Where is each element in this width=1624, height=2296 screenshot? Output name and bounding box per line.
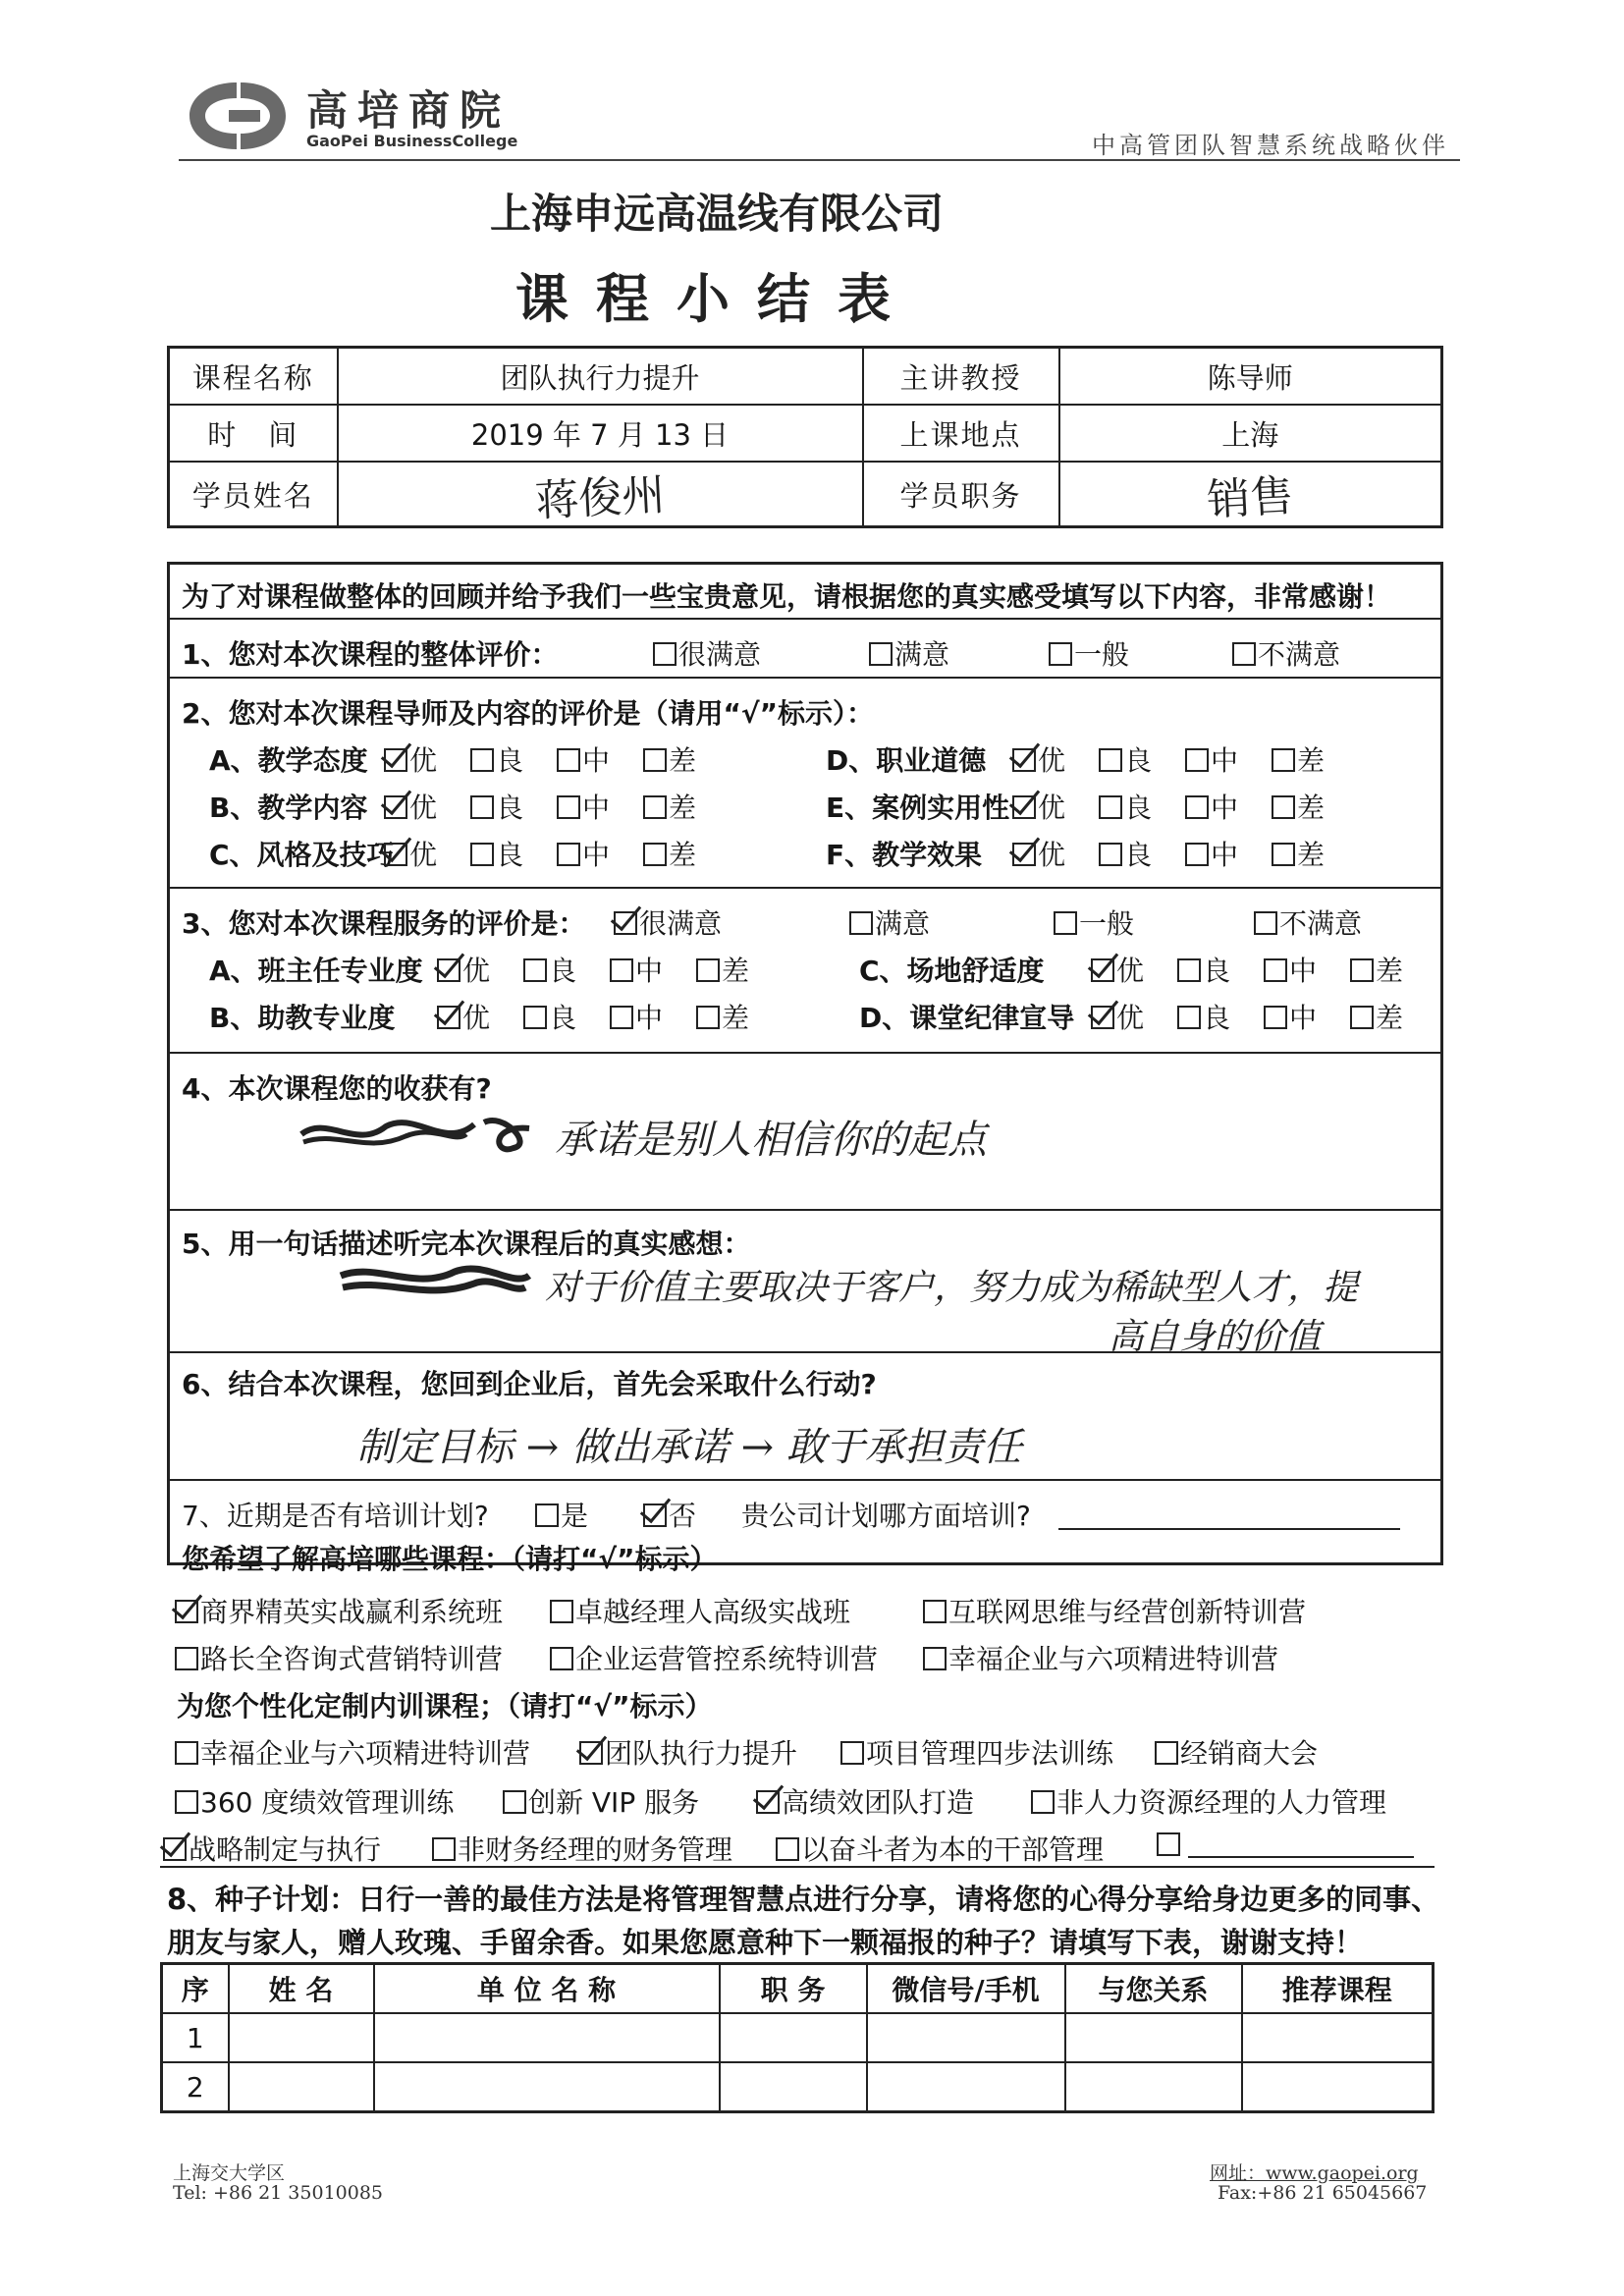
- checkbox[interactable]: [175, 1790, 198, 1814]
- course-option-label: 创新 VIP 服务: [528, 1786, 700, 1819]
- q2-question: 2、您对本次课程导师及内容的评价是（请用“√”标示）：: [182, 697, 874, 730]
- rating-option-label: 优: [1038, 839, 1066, 871]
- checkbox[interactable]: [175, 1741, 198, 1765]
- rating-item-label: B、教学内容: [209, 792, 368, 824]
- checkbox[interactable]: [1155, 1741, 1178, 1765]
- course-option[interactable]: [175, 1638, 503, 1677]
- q1-option-unsatisfied[interactable]: [1232, 633, 1340, 673]
- rating-option[interactable]: [1264, 997, 1317, 1036]
- rating-option[interactable]: [557, 739, 610, 779]
- rating-option-label: 中: [1211, 792, 1239, 824]
- q6-question: 6、结合本次课程，您回到企业后，首先会采取什么行动?: [182, 1368, 877, 1400]
- rating-option-label: 良: [1203, 955, 1231, 987]
- rating-option-label: 差: [1376, 955, 1404, 987]
- rating-option[interactable]: [1272, 787, 1325, 826]
- rating-option-label: 良: [1203, 1002, 1231, 1034]
- seed-cell[interactable]: [720, 2013, 867, 2062]
- rating-item-label: D、职业道德: [826, 744, 987, 777]
- teacher-label: 主讲教授: [863, 348, 1059, 406]
- course-option-label: 360 度绩效管理训练: [200, 1786, 455, 1819]
- checkbox[interactable]: [614, 911, 637, 935]
- survey-box: [167, 562, 1443, 1575]
- checkbox[interactable]: [1254, 911, 1277, 935]
- rating-option-label: 良: [496, 839, 524, 871]
- checkbox[interactable]: [1350, 1006, 1374, 1029]
- rating-option-label: 中: [1289, 1002, 1318, 1034]
- q1-option-label: 满意: [894, 638, 950, 671]
- rating-option-label: 差: [1297, 792, 1326, 824]
- rating-item-label: B、助教专业度: [209, 1002, 396, 1034]
- checkbox[interactable]: [610, 958, 633, 982]
- rating-item-label: D、课堂纪律宣导: [859, 1002, 1075, 1034]
- rating-item-label: C、风格及技巧: [209, 839, 395, 871]
- q6-answer-handwriting: 制定目标 → 做出承诺 → 敢于承担责任: [356, 1425, 1022, 1470]
- time-label: 时 间: [169, 405, 338, 462]
- q1-option-very-satisfied[interactable]: [653, 633, 761, 673]
- rating-option[interactable]: [643, 787, 696, 826]
- rating-option[interactable]: [1012, 739, 1065, 779]
- checkbox[interactable]: [696, 958, 720, 982]
- checkbox[interactable]: [776, 1837, 799, 1861]
- rating-option[interactable]: [1272, 739, 1325, 779]
- checkbox[interactable]: [557, 748, 580, 772]
- table-row: [162, 2062, 1434, 2112]
- course-option[interactable]: [175, 1781, 454, 1821]
- rating-option-label: 良: [1124, 792, 1153, 824]
- q4-question: 4、本次课程您的收获有?: [182, 1072, 492, 1105]
- seed-cell[interactable]: [1242, 2062, 1434, 2112]
- rating-option-label: 差: [722, 955, 750, 987]
- student-name-cell[interactable]: [338, 462, 863, 527]
- seed-cell[interactable]: [1065, 2013, 1242, 2062]
- course-option-label: 路长全咨询式营销特训营: [200, 1643, 504, 1675]
- q1-row: [170, 620, 1440, 679]
- student-position-cell[interactable]: [1059, 462, 1442, 527]
- q3-option-satisfied[interactable]: [849, 902, 930, 942]
- checkbox[interactable]: [610, 1006, 633, 1029]
- seed-col-relation: 与您关系: [1065, 1964, 1242, 2014]
- checkbox[interactable]: [1012, 748, 1036, 772]
- seed-cell[interactable]: [867, 2013, 1065, 2062]
- rating-option-label: 优: [1116, 1002, 1145, 1034]
- q7-option-yes[interactable]: [535, 1495, 588, 1534]
- checkbox[interactable]: [643, 1503, 667, 1527]
- footer-tel: Tel: +86 21 35010085: [173, 2182, 384, 2204]
- time-value: 2019 年 7 月 13 日: [338, 405, 863, 462]
- course-blank-input-line[interactable]: [1188, 1856, 1414, 1858]
- checkbox[interactable]: [1099, 843, 1122, 866]
- checkbox[interactable]: [523, 958, 547, 982]
- checkbox[interactable]: [1091, 958, 1114, 982]
- header-divider: [179, 159, 1460, 161]
- checkbox[interactable]: [1272, 843, 1295, 866]
- rating-option[interactable]: [557, 787, 610, 826]
- checkbox[interactable]: [175, 1600, 198, 1623]
- q5-section: [170, 1211, 1440, 1357]
- q3-option-very-satisfied[interactable]: [614, 902, 722, 942]
- rating-option[interactable]: [1177, 950, 1230, 989]
- checkbox[interactable]: [432, 1837, 456, 1861]
- gaopei-logo-icon: [182, 77, 292, 155]
- checkbox[interactable]: [1232, 642, 1256, 666]
- rating-option[interactable]: [523, 997, 576, 1036]
- course-name-label: 课程名称: [169, 348, 338, 406]
- course-option[interactable]: [550, 1591, 850, 1630]
- course-option[interactable]: [175, 1591, 503, 1630]
- seed-col-title: 职 务: [720, 1964, 867, 2014]
- rating-option-label: 良: [1124, 839, 1153, 871]
- rating-option-label: 差: [669, 744, 697, 777]
- seed-text-1: 8、种子计划：日行一善的最佳方法是将管理智慧点进行分享，请将您的心得分享给身边更多的同事、: [167, 1883, 1440, 1916]
- rating-option-label: 良: [1124, 744, 1153, 777]
- checkbox[interactable]: [1185, 843, 1209, 866]
- seed-text-2: 朋友与家人，赠人玫瑰、手留余香。如果您愿意种下一颗福报的种子？请填写下表，谢谢支持！: [167, 1926, 1364, 1959]
- rating-option[interactable]: [1185, 739, 1238, 779]
- checkbox[interactable]: [470, 795, 494, 819]
- q3-option-label: 满意: [875, 907, 931, 940]
- survey-intro-row: [170, 565, 1440, 620]
- place-label: 上课地点: [863, 405, 1059, 462]
- course-option[interactable]: [1155, 1732, 1318, 1772]
- rating-option[interactable]: [1099, 834, 1152, 873]
- course-option[interactable]: [923, 1591, 1306, 1630]
- course-option-label: 幸福企业与六项精进特训营: [948, 1643, 1279, 1675]
- q3-section: [170, 889, 1440, 1054]
- checkbox[interactable]: [869, 642, 893, 666]
- course-option[interactable]: [550, 1638, 878, 1677]
- checkbox[interactable]: [550, 1600, 573, 1623]
- rating-option-label: 优: [409, 744, 438, 777]
- rating-option-label: 中: [582, 792, 611, 824]
- q7-courses-prompt: 您希望了解高培哪些课程：（请打“√”标示）: [182, 1543, 718, 1575]
- rating-option[interactable]: [1177, 997, 1230, 1036]
- checkbox[interactable]: [579, 1741, 603, 1765]
- q6-section: [170, 1353, 1440, 1481]
- rating-option[interactable]: [1350, 997, 1403, 1036]
- rating-option-label: 良: [496, 744, 524, 777]
- course-option[interactable]: [432, 1829, 732, 1868]
- rating-option-label: 优: [462, 955, 491, 987]
- course-option-label: 高绩效团队打造: [782, 1786, 975, 1819]
- scribble-strikeout-icon: [298, 1105, 543, 1158]
- rating-item-label: E、案例实用性: [826, 792, 1010, 824]
- checkbox[interactable]: [1012, 795, 1036, 819]
- q3-option-unsatisfied[interactable]: [1254, 902, 1362, 942]
- course-option[interactable]: [163, 1829, 381, 1868]
- course-option[interactable]: [756, 1781, 974, 1821]
- checkbox[interactable]: [470, 843, 494, 866]
- rating-option[interactable]: [523, 950, 576, 989]
- q7-option-no[interactable]: [643, 1495, 696, 1534]
- checkbox[interactable]: [437, 958, 460, 982]
- rating-option-label: 差: [1376, 1002, 1404, 1034]
- rating-item-label: A、班主任专业度: [209, 955, 423, 987]
- seed-col-index: 序: [162, 1964, 229, 2014]
- checkbox[interactable]: [1012, 843, 1036, 866]
- rating-option-label: 中: [635, 1002, 664, 1034]
- checkbox[interactable]: [1091, 1006, 1114, 1029]
- rating-option-label: 优: [462, 1002, 491, 1034]
- course-option-label: 团队执行力提升: [605, 1737, 798, 1770]
- document-title: 课程小结表: [515, 268, 918, 330]
- rating-option[interactable]: [384, 834, 437, 873]
- q1-option-label: 一般: [1074, 638, 1130, 671]
- rating-option[interactable]: [1012, 787, 1065, 826]
- seed-col-name: 姓 名: [229, 1964, 374, 2014]
- course-option[interactable]: [776, 1829, 1104, 1868]
- checkbox[interactable]: [523, 1006, 547, 1029]
- rating-option[interactable]: [610, 950, 663, 989]
- course-option-label: 经销商大会: [1180, 1737, 1319, 1770]
- seed-table-header: [162, 1964, 1434, 2014]
- rating-option[interactable]: [470, 739, 523, 779]
- rating-option-label: 优: [1038, 792, 1066, 824]
- checkbox[interactable]: [1264, 958, 1287, 982]
- rating-option-label: 优: [409, 839, 438, 871]
- checkbox[interactable]: [643, 843, 667, 866]
- rating-option[interactable]: [557, 834, 610, 873]
- course-option-label: 企业运营管控系统特训营: [575, 1643, 879, 1675]
- checkbox[interactable]: [535, 1503, 559, 1527]
- q1-option-label: 很满意: [678, 638, 762, 671]
- checkbox[interactable]: [1272, 748, 1295, 772]
- checkbox[interactable]: [1185, 748, 1209, 772]
- rating-option-label: 优: [1038, 744, 1066, 777]
- q3-option-label: 一般: [1079, 907, 1135, 940]
- checkbox[interactable]: [653, 642, 677, 666]
- seed-cell[interactable]: [720, 2062, 867, 2112]
- q5-question: 5、用一句话描述听完本次课程后的真实感想：: [182, 1228, 751, 1260]
- course-option-label: 互联网思维与经营创新特训营: [948, 1596, 1307, 1628]
- scribble-strikeout-icon: [337, 1258, 533, 1305]
- checkbox[interactable]: [1157, 1832, 1180, 1856]
- course-info-table: [167, 346, 1443, 528]
- course-option-label: 卓越经理人高级实战班: [575, 1596, 851, 1628]
- rating-option[interactable]: [384, 739, 437, 779]
- table-row: [162, 2013, 1434, 2062]
- course-option-label: 非人力资源经理的人力管理: [1056, 1786, 1387, 1819]
- rating-option-label: 中: [635, 955, 664, 987]
- rating-option[interactable]: [696, 997, 749, 1036]
- q3-option-label: 不满意: [1279, 907, 1363, 940]
- q7-option-label: 否: [669, 1500, 697, 1532]
- checkbox[interactable]: [1350, 958, 1374, 982]
- seed-cell[interactable]: [374, 2062, 720, 2112]
- course-name-value: 团队执行力提升: [338, 348, 863, 406]
- q1-option-label: 不满意: [1258, 638, 1341, 671]
- rating-option[interactable]: [1091, 997, 1144, 1036]
- course-option[interactable]: [579, 1732, 797, 1772]
- checkbox[interactable]: [384, 843, 407, 866]
- seed-col-course: 推荐课程: [1242, 1964, 1434, 2014]
- rating-option-label: 良: [549, 1002, 577, 1034]
- q7-custom-prompt: 为您个性化定制内训课程；（请打“√”标示）: [177, 1690, 713, 1722]
- checkbox[interactable]: [470, 748, 494, 772]
- checkbox[interactable]: [1054, 911, 1077, 935]
- rating-item-label: C、场地舒适度: [859, 955, 1045, 987]
- rating-option[interactable]: [643, 834, 696, 873]
- course-option[interactable]: [1031, 1781, 1386, 1821]
- q2-section: [170, 679, 1440, 889]
- seed-col-contact: 微信号/手机: [867, 1964, 1065, 2014]
- checkbox[interactable]: [550, 1647, 573, 1670]
- seed-cell[interactable]: [229, 2062, 374, 2112]
- course-option[interactable]: [840, 1732, 1113, 1772]
- rating-option[interactable]: [696, 950, 749, 989]
- checkbox[interactable]: [643, 748, 667, 772]
- q4-answer-handwriting: 承诺是别人相信你的起点: [555, 1118, 987, 1163]
- student-name-label: 学员姓名: [169, 462, 338, 527]
- q7-top-row: [170, 1481, 1440, 1575]
- rating-item-label: F、教学效果: [826, 839, 983, 871]
- brand-name-en: GaoPei BusinessCollege: [306, 132, 518, 150]
- checkbox[interactable]: [1177, 958, 1201, 982]
- seed-cell[interactable]: [229, 2013, 374, 2062]
- q4-section: [170, 1054, 1440, 1211]
- q3-option-label: 很满意: [639, 907, 723, 940]
- footer-fax: Fax:+86 21 65045667: [1218, 2182, 1428, 2204]
- checkbox[interactable]: [1185, 795, 1209, 819]
- rating-option[interactable]: [643, 739, 696, 779]
- checkbox[interactable]: [557, 795, 580, 819]
- rating-option[interactable]: [1264, 950, 1317, 989]
- rating-option[interactable]: [610, 997, 663, 1036]
- rating-option-label: 差: [669, 792, 697, 824]
- q1-option-satisfied[interactable]: [869, 633, 949, 673]
- rating-option[interactable]: [384, 787, 437, 826]
- checkbox[interactable]: [923, 1600, 947, 1623]
- checkbox[interactable]: [384, 795, 407, 819]
- rating-item-label: A、教学态度: [209, 744, 368, 777]
- student-position-label: 学员职务: [863, 462, 1059, 527]
- checkbox[interactable]: [756, 1790, 780, 1814]
- seed-divider-line: [160, 1866, 1435, 1868]
- course-option[interactable]: [175, 1732, 530, 1772]
- brand-name-cn: 高培商院: [306, 86, 512, 135]
- rating-option[interactable]: [470, 787, 523, 826]
- checkbox[interactable]: [1264, 1006, 1287, 1029]
- seed-row-index: 1: [162, 2013, 229, 2062]
- teacher-value: 陈导师: [1059, 348, 1442, 406]
- rating-option[interactable]: [1012, 834, 1065, 873]
- q1-question: 1、您对本次课程的整体评价：: [182, 638, 559, 671]
- checkbox[interactable]: [923, 1647, 947, 1670]
- course-option-label: 非财务经理的财务管理: [458, 1833, 733, 1866]
- rating-option-label: 差: [669, 839, 697, 871]
- survey-intro: 为了对课程做整体的回顾并给予我们一些宝贵意见，请根据您的真实感受填写以下内容，非常感谢！: [182, 580, 1392, 613]
- checkbox[interactable]: [163, 1837, 187, 1861]
- rating-option-label: 中: [582, 839, 611, 871]
- checkbox[interactable]: [696, 1006, 720, 1029]
- q5-answer-line-2: 高自身的价值: [1109, 1317, 1322, 1357]
- footer-website-link[interactable]: 网址：www.gaopei.org: [1210, 2162, 1419, 2184]
- rating-option-label: 差: [1297, 839, 1326, 871]
- checkbox[interactable]: [643, 795, 667, 819]
- rating-option[interactable]: [470, 834, 523, 873]
- rating-option-label: 差: [722, 1002, 750, 1034]
- q7-question: 7、近期是否有培训计划?: [182, 1500, 489, 1532]
- q7-option-label: 是: [561, 1500, 589, 1532]
- course-option-label: 商界精英实战赢利系统班: [200, 1596, 504, 1628]
- seed-col-company: 单 位 名 称: [374, 1964, 720, 2014]
- rating-option-label: 中: [1211, 744, 1239, 777]
- rating-option-label: 良: [496, 792, 524, 824]
- checkbox[interactable]: [1177, 1006, 1201, 1029]
- checkbox[interactable]: [1031, 1790, 1055, 1814]
- rating-option[interactable]: [437, 997, 490, 1036]
- rating-option[interactable]: [1185, 834, 1238, 873]
- slogan: 中高管团队智慧系统战略伙伴: [1092, 132, 1449, 159]
- checkbox[interactable]: [384, 748, 407, 772]
- rating-option[interactable]: [1272, 834, 1325, 873]
- rating-option-label: 优: [409, 792, 438, 824]
- q3-option-average[interactable]: [1054, 902, 1134, 942]
- checkbox[interactable]: [175, 1647, 198, 1670]
- rating-option[interactable]: [1091, 950, 1144, 989]
- rating-option-label: 中: [582, 744, 611, 777]
- q5-answer-line-1: 对于价值主要取决于客户，努力成为稀缺型人才，提: [545, 1268, 1359, 1308]
- place-value: 上海: [1059, 405, 1442, 462]
- q7-plan-input-line[interactable]: [1058, 1528, 1400, 1530]
- checkbox[interactable]: [503, 1790, 526, 1814]
- course-option-label: 幸福企业与六项精进特训营: [200, 1737, 531, 1770]
- q7-plan-prompt: 贵公司计划哪方面培训?: [741, 1500, 1031, 1532]
- rating-option-label: 良: [549, 955, 577, 987]
- course-option[interactable]: [503, 1781, 699, 1821]
- course-option-label: 项目管理四步法训练: [866, 1737, 1114, 1770]
- seed-cell[interactable]: [1242, 2013, 1434, 2062]
- rating-option-label: 中: [1289, 955, 1318, 987]
- footer-campus: 上海交大学区: [173, 2162, 286, 2184]
- student-position-handwriting: 销售: [1206, 470, 1295, 526]
- checkbox[interactable]: [1049, 642, 1072, 666]
- seed-cell[interactable]: [374, 2013, 720, 2062]
- seed-plan-table: [160, 1962, 1435, 2113]
- seed-cell[interactable]: [867, 2062, 1065, 2112]
- rating-option-label: 中: [1211, 839, 1239, 871]
- checkbox[interactable]: [557, 843, 580, 866]
- rating-option[interactable]: [1099, 787, 1152, 826]
- rating-option[interactable]: [1185, 787, 1238, 826]
- student-name-handwriting: 蒋俊州: [533, 469, 667, 527]
- rating-option-label: 优: [1116, 955, 1145, 987]
- rating-option-label: 差: [1297, 744, 1326, 777]
- checkbox[interactable]: [1272, 795, 1295, 819]
- rating-option[interactable]: [1350, 950, 1403, 989]
- seed-row-index: 2: [162, 2062, 229, 2112]
- q3-question: 3、您对本次课程服务的评价是：: [182, 907, 586, 940]
- checkbox[interactable]: [1099, 795, 1122, 819]
- seed-cell[interactable]: [1065, 2062, 1242, 2112]
- q1-option-average[interactable]: [1049, 633, 1129, 673]
- checkbox[interactable]: [840, 1741, 864, 1765]
- company-name: 上海申远高温线有限公司: [489, 190, 944, 238]
- course-option-blank[interactable]: [1157, 1829, 1182, 1861]
- rating-option[interactable]: [1099, 739, 1152, 779]
- rating-option[interactable]: [437, 950, 490, 989]
- checkbox[interactable]: [849, 911, 873, 935]
- course-option[interactable]: [923, 1638, 1278, 1677]
- checkbox[interactable]: [1099, 748, 1122, 772]
- course-option-label: 战略制定与执行: [189, 1833, 382, 1866]
- checkbox[interactable]: [437, 1006, 460, 1029]
- course-option-label: 以奋斗者为本的干部管理: [801, 1833, 1105, 1866]
